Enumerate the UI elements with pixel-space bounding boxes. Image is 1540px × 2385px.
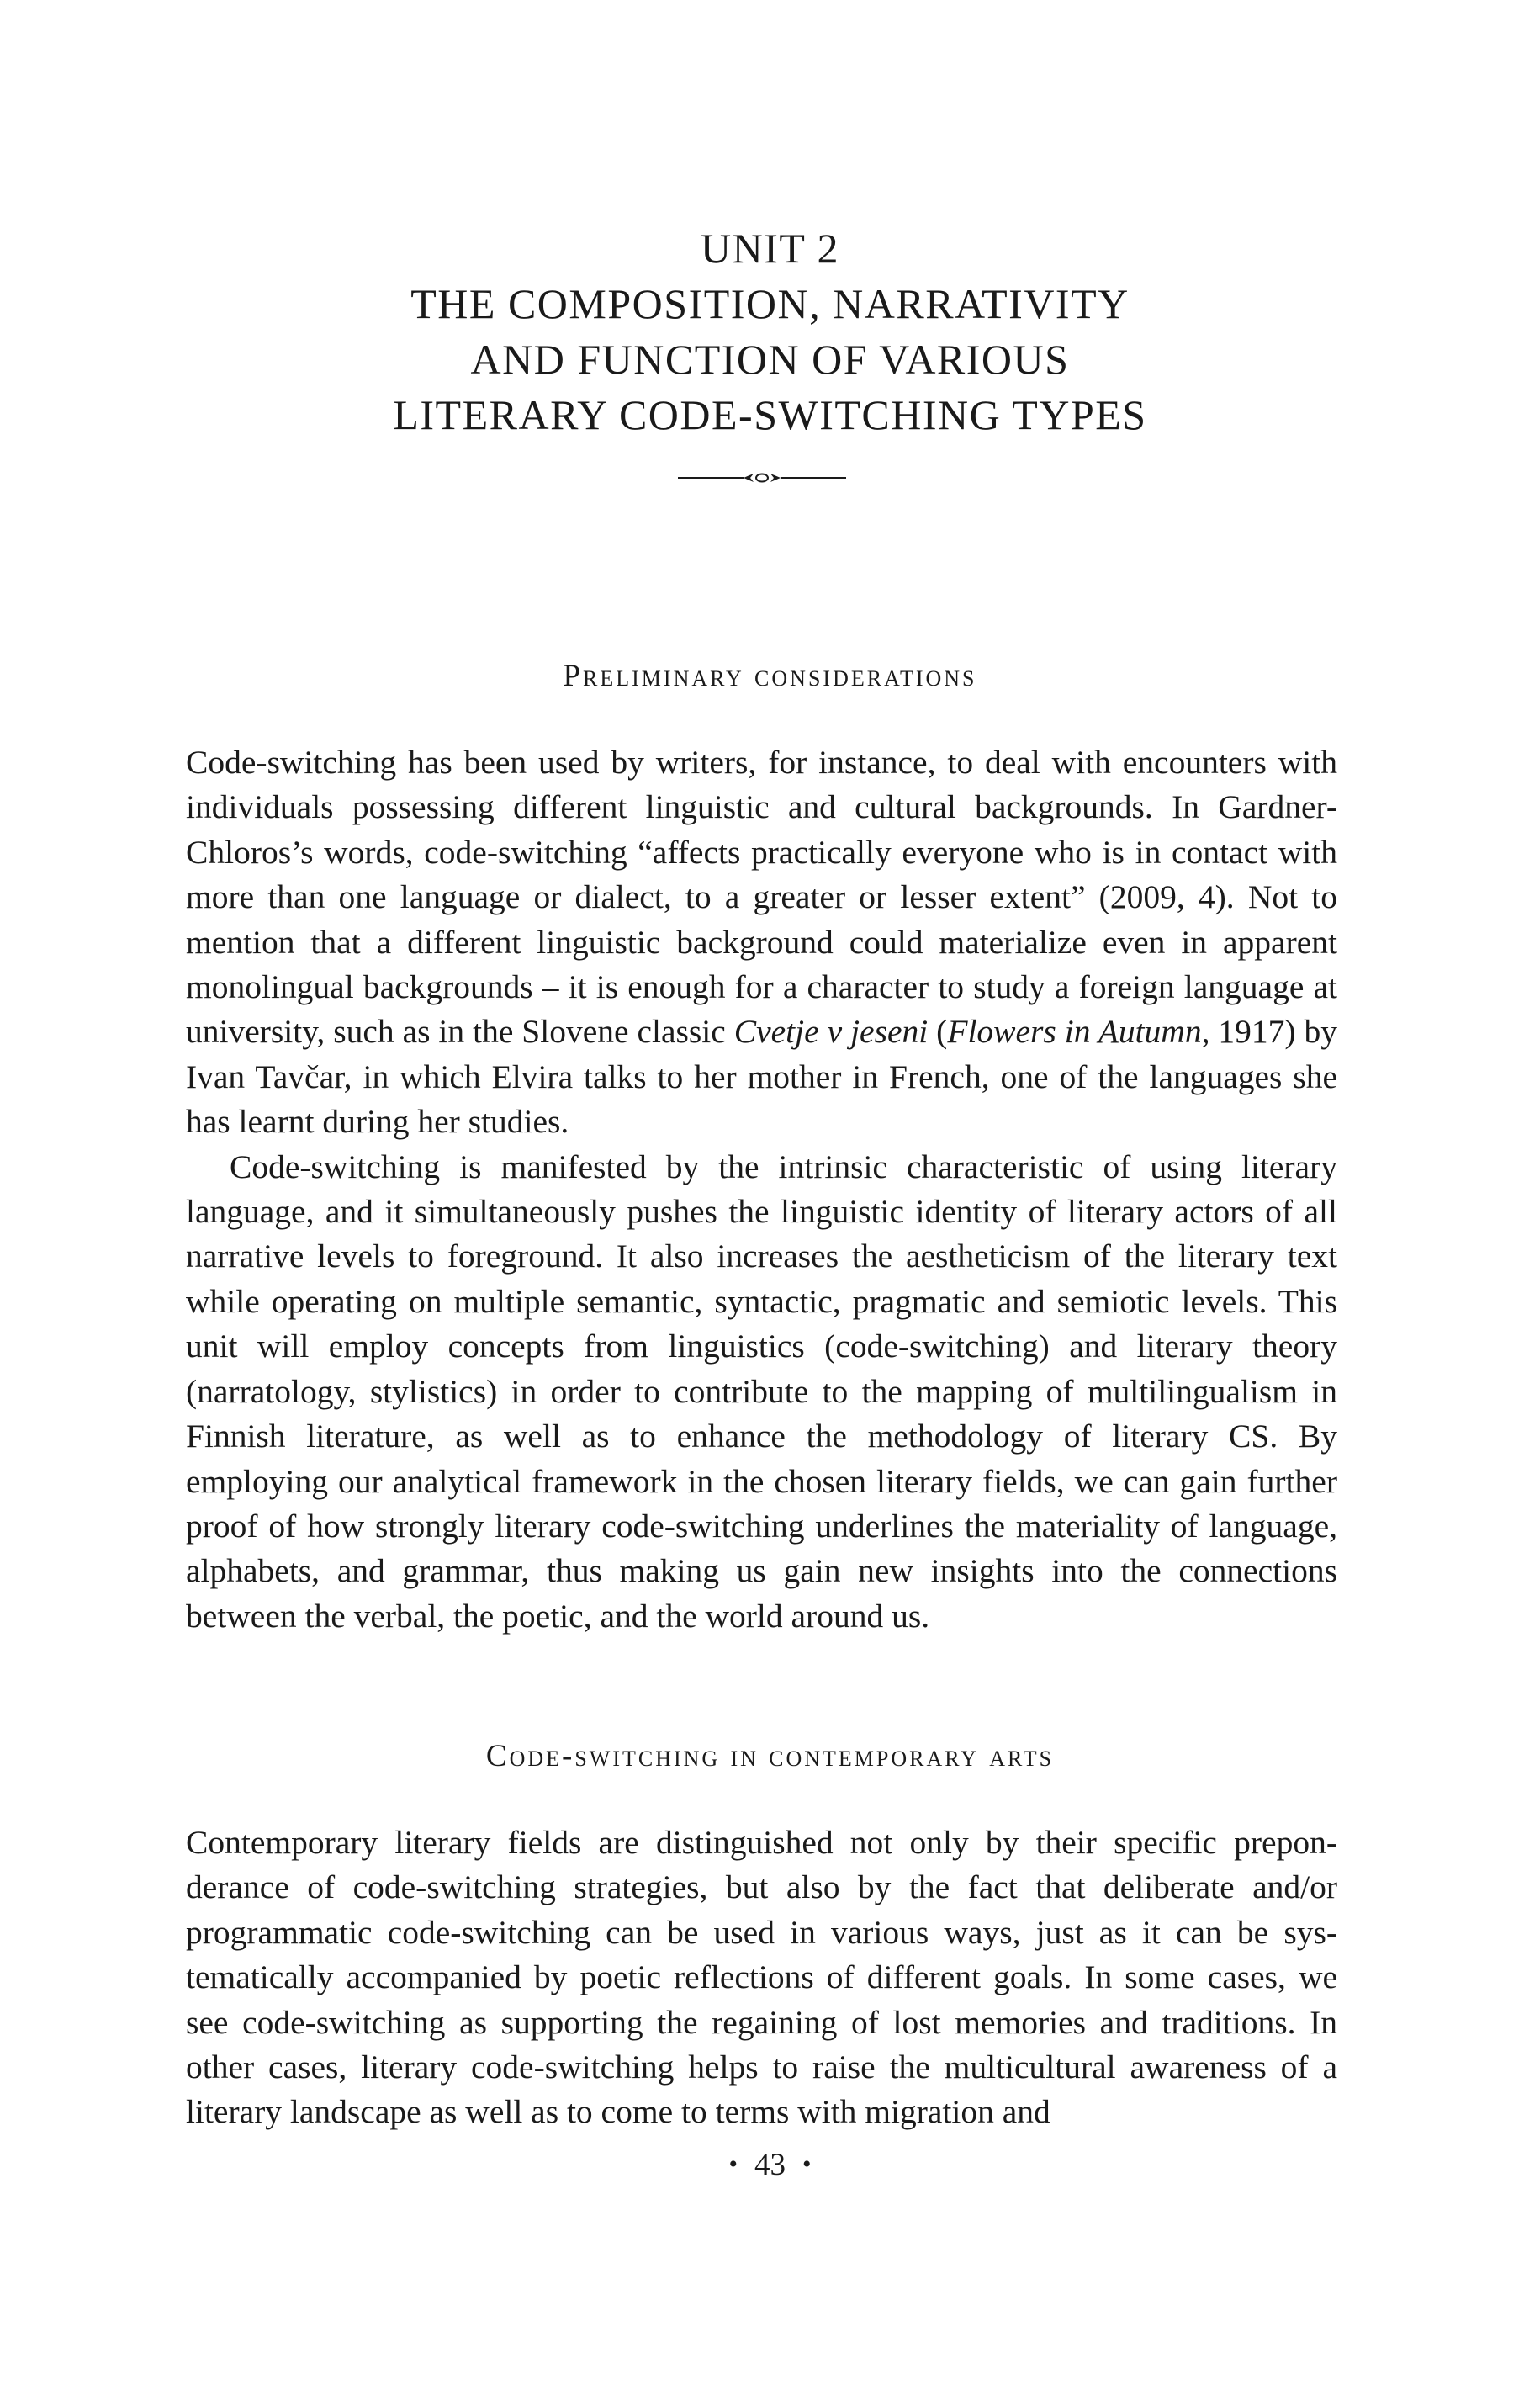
unit-label: UNIT 2 (700, 225, 839, 272)
unit-title-line-1: THE COMPOSITION, NARRATIVITY (410, 280, 1130, 327)
page-number-footer (0, 2147, 1540, 2183)
section-heading-preliminary: Preliminary considerations (563, 659, 977, 693)
ornamental-divider-icon (678, 468, 846, 488)
paragraph: Code-switching is manifested by the intrinsic characteristic of using literary language, and it simultaneously pushes the linguistic identity of literary actors of all narrative levels to foreground. It also increases the aestheticism of the literary text while operating on multiple semantic, syntactic, pragmatic and semiotic levels. This unit will employ concepts from linguistics (code-switching) and literary theory (narratology, stylistics) in order to contribute to the mapping of multilingualism in Finnish literature, as well as to enhance the methodology of literary CS. By employing our analytical framework in the chosen literary fields, we can gain further proof of how strongly literary code-switching underlines the materiality of language, alphabets, and grammar, thus making us gain new insights into the connections between the verbal, the poetic, and the world around us. (186, 1147, 1337, 1635)
unit-title-line-3: LITERARY CODE-SWITCHING TYPES (393, 391, 1147, 438)
section-body-preliminary (186, 740, 1337, 1639)
bullet-left: • (728, 2150, 738, 2178)
paragraph: Contemporary literary fields are distinguished not only by their specific preponderance of code-switching strategies, but also by the fact that deliberate and/or programmatic code-switching can be used in various ways, just as it can be systematically accompanied by poetic reflections of different goals. In some cases, we see code-switching as supporting the regaining of lost memories and traditions. In other cases, literary code-switching helps to raise the multicultural awareness of a literary landscape as well as to come to terms with migration and (186, 1824, 1337, 2131)
section-body-contemporary-arts (186, 1821, 1337, 2135)
bullet-right: • (802, 2150, 812, 2178)
book-title-translation: Flowers in Autumn (947, 1013, 1202, 1051)
page-number: 43 (754, 2148, 786, 2182)
book-title-original: Cvetje v jeseni (733, 1013, 929, 1051)
paragraph: Code-switching has been used by writers, for instance, to deal with encounters with individuals possessing different linguistic and cultural backgrounds. In Gardner-Chloros’s words, code-switching “affects practically everyone who is in contact with more than one language or dialect, to a greater or lesser extent” (2009, 4). Not to mention that a different linguistic background could materialize even in apparent monolingual backgrounds – it is enough for a character to study a foreign language at university, such as in the Slovene classic Cvetje v jeseni (Flowers in Autumn, 1917) by Ivan Tavčar, in which Elvira talks to her mother in French, one of the languages she has learnt during her studies. (186, 744, 1337, 1141)
unit-title-line-2: AND FUNCTION OF VARIOUS (470, 336, 1070, 383)
section-heading-contemporary-arts: Code-switching in contemporary arts (485, 1739, 1055, 1773)
unit-title (0, 220, 1540, 443)
